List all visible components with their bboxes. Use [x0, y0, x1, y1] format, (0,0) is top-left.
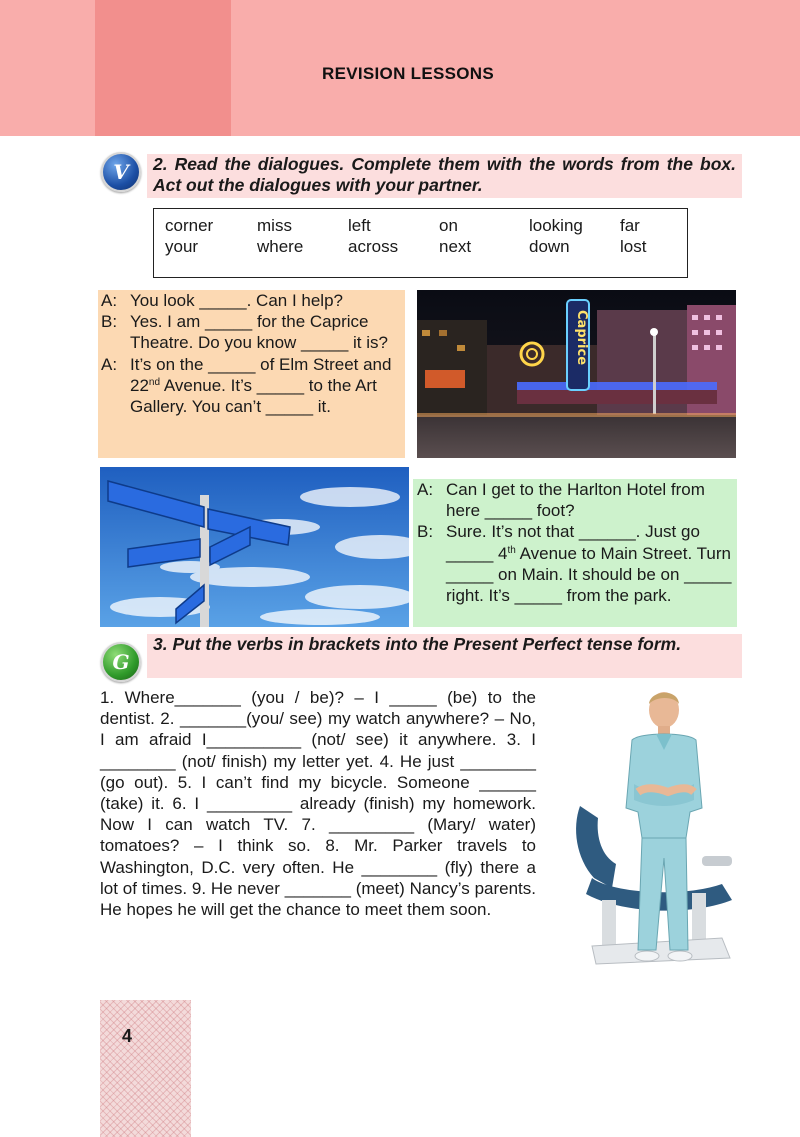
word-box	[153, 208, 688, 278]
speaker-label: A:	[101, 291, 118, 310]
word-box-item: where	[257, 237, 304, 256]
word-box-item: on	[439, 216, 458, 235]
task-2-heading: 2. Read the dialogues. Complete them with the words from the box. Act out the dialogues with your partner.	[147, 154, 742, 198]
dialogue-line: Sure. It’s not that ______. Just go _____ 4th Avenue to Main Street. Turn _____ on Main. It should be on _____ right. It’s _____ from the park.	[446, 522, 732, 606]
vocabulary-badge-icon: V	[101, 152, 141, 192]
word-box-item: lost	[620, 237, 647, 256]
speaker-label: A:	[417, 480, 434, 499]
word-box-item: down	[529, 237, 570, 256]
exercise-text: 1. Where_______ (you / be)? – I _____ (be) to the dentist. 2. _______(you/ see) my watch anywhere? – No, I am afraid I__________ (not/ see) it anywhere. 3. I ________ (not/ finish) my letter yet. 4. He just ________ (go out). 5. I can’t find my bicycle. Someone ______ (take) it. 6. I _________ already (finish) my homework. Now I can watch TV. 7. _________ (Mary/ water) tomatoes? – I think so. 8. Mr. Parker travels to Washington, D.C. very often. He ________ (fly) there a lot of times. 9. He never _______ (meet) Nancy’s parents. He hopes he will get the chance to meet them soon.	[100, 688, 536, 920]
street-sign-photo	[100, 467, 409, 627]
dialogue-line: Yes. I am _____ for the Caprice Theatre. Do you know _____ it is?	[130, 312, 388, 353]
word-box-item: next	[439, 237, 472, 256]
word-box-item: far	[620, 216, 640, 235]
word-box-item: across	[348, 237, 399, 256]
dialogue-line: It’s on the _____ of Elm Street and 22nd Avenue. It’s _____ to the Art Gallery. You can’t _____ it.	[130, 354, 392, 417]
theatre-sign-text: Caprice	[574, 310, 589, 366]
dialogue-line: Can I get to the Harlton Hotel from here _____ foot?	[446, 480, 705, 521]
page-title: REVISION LESSONS	[322, 64, 495, 83]
dialogue-1	[98, 290, 405, 458]
speaker-label: B:	[101, 312, 118, 332]
page-number-block	[100, 1000, 191, 1137]
word-box-item: corner	[165, 216, 214, 235]
dialogue-line: You look _____. Can I help?	[130, 291, 343, 310]
word-box-item: miss	[257, 216, 292, 235]
word-box-item: your	[165, 237, 199, 256]
word-box-item: left	[348, 216, 371, 235]
dialogue-2	[413, 479, 737, 627]
speaker-label: B:	[417, 522, 434, 542]
word-box-item: looking	[529, 216, 583, 235]
header-accent-block	[95, 0, 231, 136]
speaker-label: A:	[101, 354, 118, 374]
caprice-theatre-photo	[417, 290, 736, 458]
grammar-badge-icon: G	[101, 642, 141, 682]
page-number: 4	[122, 1026, 133, 1046]
task-3-heading: 3. Put the verbs in brackets into the Present Perfect tense form.	[147, 634, 742, 678]
dentist-illustration	[572, 688, 740, 988]
